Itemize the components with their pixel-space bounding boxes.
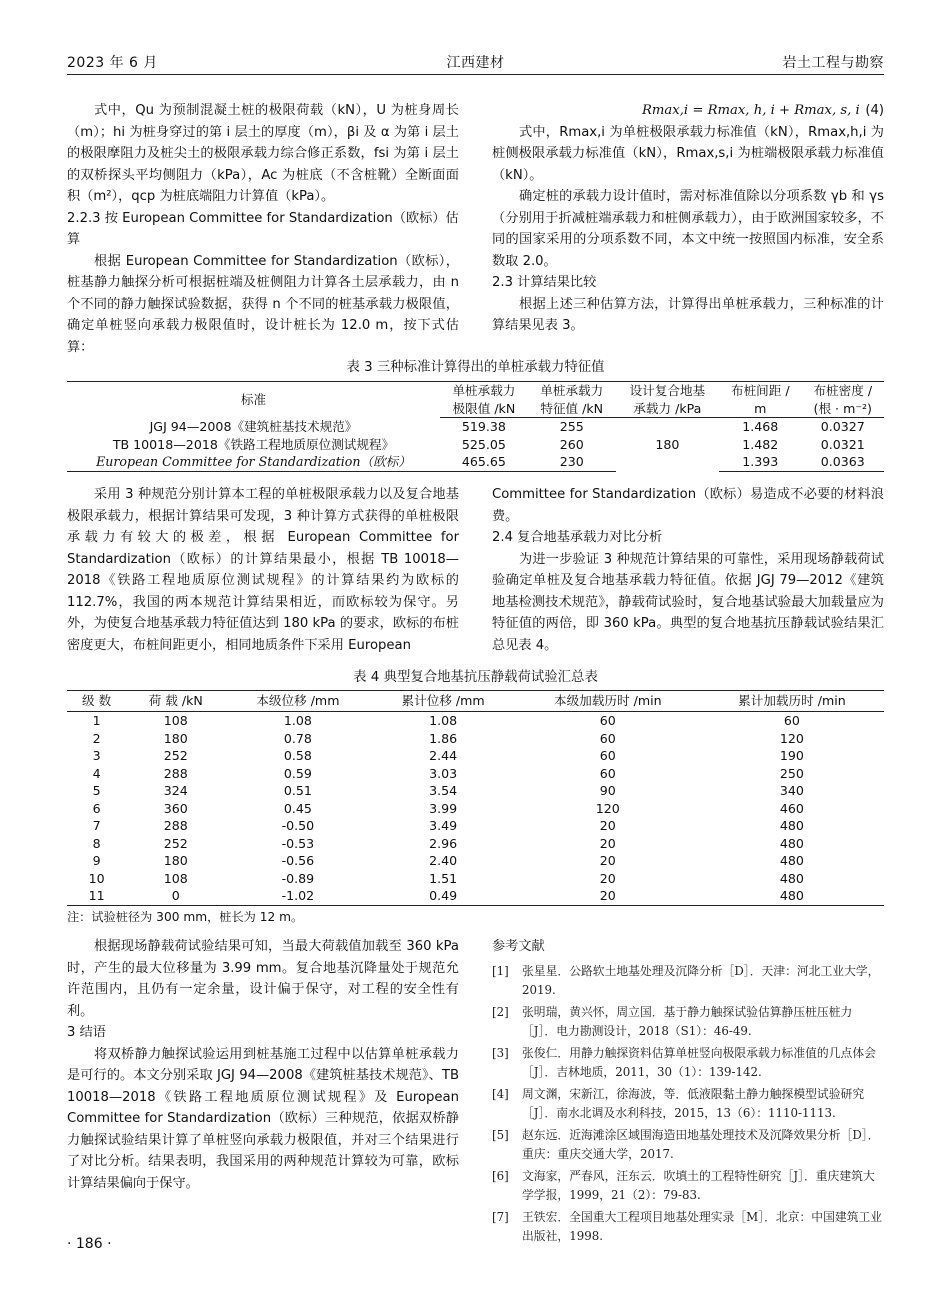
- table-cell: 90: [599, 783, 616, 798]
- table-cell: 180: [163, 853, 188, 868]
- reference-text: 赵东远．近海滩涂区域围海造田地基处理技术及沉降效果分析［D］．重庆：重庆交通大学，2017.: [522, 1127, 880, 1161]
- table-cell: 3: [92, 748, 101, 763]
- table-cell: 2.40: [429, 853, 458, 868]
- table-header: 荷 载 /kN: [126, 691, 225, 712]
- table-cell: 480: [779, 870, 804, 886]
- reference-item: [492, 1044, 884, 1083]
- paragraph: Committee for Standardization（欧标）易造成不必要的材料浪费。: [492, 487, 884, 524]
- table-cell: 10: [88, 870, 105, 886]
- table-cell: European Committee for Standardization（欧标）: [67, 453, 440, 471]
- table-row: [67, 436, 884, 454]
- table-cell: 180: [163, 730, 188, 746]
- reference-item: [492, 1126, 884, 1165]
- table-cell: 0.0363: [802, 453, 884, 471]
- table-header: 本级加载历时 /min: [516, 691, 700, 712]
- table-cell: 0: [126, 887, 225, 905]
- table-cell: 480: [700, 887, 884, 905]
- table-cell: 480: [779, 853, 804, 868]
- left-column-bottom: [67, 936, 459, 1194]
- table-cell: 0.58: [283, 748, 312, 763]
- reference-text: 张俊仁．用静力触探资料估算单桩竖向极限承载力标准值的几点体会［J］．吉林地质，2011，30（1）：139-142.: [522, 1045, 876, 1079]
- table-cell: 465.65: [440, 453, 528, 471]
- table-cell: 3.49: [429, 818, 458, 833]
- table-cell: 480: [779, 835, 804, 851]
- table-header: 设计复合地基: [616, 382, 719, 400]
- table-cell: 20: [599, 870, 616, 886]
- equation-formula: Rmax,i = Rmax, h, i + Rmax, s, i: [642, 103, 860, 118]
- table-cell: 1.482: [742, 436, 779, 452]
- table-cell: 4: [92, 765, 101, 781]
- equation-4: [492, 100, 884, 122]
- paragraph: 根据现场静载荷试验结果可知，当最大荷载值加载至 360 kPa 时，产生的最大位移量为 3.99 mm。复合地基沉降量处于规范允许范围内，且仍有一定余量，设计偏于保守，对工程的安全性有利。: [67, 939, 459, 1019]
- reference-text: 文海家，严春风，汪东云．吹填土的工程特性研究［J］．重庆建筑大学学报，1999，21（2）：79-83.: [522, 1168, 875, 1202]
- table-row: [67, 712, 884, 730]
- reference-number: [6]: [492, 1168, 509, 1183]
- table-cell: 3.54: [429, 783, 458, 798]
- reference-text: 张明瑞，黄兴怀，周立国．基于静力触探试验估算静压桩压桩力［J］．电力勘测设计，2018（S1）：46-49.: [522, 1004, 853, 1038]
- table-header: 特征值 /kN: [528, 400, 616, 418]
- references: [492, 936, 884, 1249]
- table-cell: -0.89: [281, 870, 315, 886]
- section-heading: 2.4 复合地基承载力对比分析: [492, 530, 663, 545]
- table-cell: 120: [595, 800, 620, 816]
- table-cell: 525.05: [461, 436, 506, 452]
- reference-item: [492, 1208, 884, 1247]
- table-cell: 60: [783, 713, 800, 728]
- table-row: [67, 852, 884, 870]
- table-row: [67, 747, 884, 765]
- table-cell: 9: [92, 853, 101, 868]
- table-cell: 1.08: [429, 713, 458, 728]
- table3-caption: 表 3 三种标准计算得出的单桩承载力特征值: [346, 360, 605, 375]
- table-cell: 1.468: [742, 419, 779, 434]
- table-cell: 0.0321: [820, 436, 865, 452]
- reference-number: [3]: [492, 1045, 509, 1060]
- table-cell: TB 10018—2018《铁路工程地质原位测试规程》: [112, 436, 395, 452]
- table-header: 累计加载历时 /min: [700, 691, 884, 712]
- table-header: 布桩间距 /: [719, 382, 801, 400]
- table-cell: 230: [528, 453, 616, 471]
- table-header: 极限值 /kN: [440, 400, 528, 418]
- paragraph: 式中，Rmax,i 为单桩极限承载力标准值（kN），Rmax,h,i 为桩侧极限承载力标准值（kN），Rmax,s,i 为桩端极限承载力标准值（kN）。: [492, 124, 884, 183]
- table3: [67, 381, 884, 472]
- reference-number: [2]: [492, 1004, 509, 1019]
- table4-caption: 表 4 典型复合地基抗压静载荷试验汇总表: [353, 670, 598, 685]
- table-cell: 480: [779, 818, 804, 833]
- table-cell: 3.03: [429, 765, 458, 781]
- page-header: [67, 52, 884, 75]
- section-heading: 2.2.3 按 European Committee for Standardization（欧标）估算: [67, 210, 459, 247]
- table-cell: -1.02: [225, 887, 370, 905]
- table-cell: 0.0327: [820, 419, 865, 434]
- table-cell: JGJ 94—2008《建筑桩基技术规范》: [149, 418, 358, 434]
- reference-text: 周文渊，宋新江，徐海波，等．低液限黏土静力触探模型试验研究［J］．南水北调及水利科技，2015，13（6）：1110-1113.: [522, 1086, 865, 1120]
- table-cell: 60: [599, 748, 616, 763]
- table-cell: 2: [92, 730, 101, 746]
- table-cell: 255: [559, 419, 584, 434]
- table-cell: 60: [599, 730, 616, 746]
- table-cell: 108: [163, 870, 188, 886]
- reference-list: [492, 962, 884, 1247]
- table-cell: 1.86: [429, 730, 458, 746]
- reference-text: 王铁宏．全国重大工程项目地基处理实录［M］．北京：中国建筑工业出版社，1998.: [522, 1209, 883, 1243]
- table-row: [67, 453, 884, 471]
- table-cell: 3.99: [429, 800, 458, 816]
- reference-item: [492, 962, 884, 1001]
- table-header: 标准: [67, 382, 440, 418]
- table-cell: 5: [92, 783, 101, 798]
- references-title: 参考文献: [492, 939, 545, 954]
- table-row: [67, 765, 884, 783]
- table-cell: 108: [163, 713, 188, 728]
- table-cell: 0.45: [283, 800, 312, 816]
- table-row: [67, 887, 884, 905]
- header-section: 岩土工程与勘察: [782, 55, 884, 71]
- header-journal: 江西建材: [446, 55, 505, 71]
- table-row: [67, 418, 884, 436]
- table-cell: 0.51: [283, 783, 312, 798]
- table-row: [67, 782, 884, 800]
- left-column-mid: [67, 484, 459, 656]
- table-row: [67, 870, 884, 888]
- paragraph: 确定桩的承载力设计值时，需对标准值除以分项系数 γb 和 γs（分别用于折减桩端承载力和桩侧承载力），由于欧洲国家较多，不同的国家采用的分项系数不同，本文中统一按照国内标准，安全系数取 2.0。: [492, 189, 884, 269]
- table-cell: 20: [599, 853, 616, 868]
- page-number: · 186 ·: [67, 1236, 112, 1252]
- table-cell: 6: [92, 800, 101, 816]
- table-row: [67, 800, 884, 818]
- reference-item: [492, 1085, 884, 1124]
- table-cell: 60: [599, 765, 616, 781]
- table-cell: 288: [163, 818, 188, 833]
- table-cell: -0.53: [281, 835, 315, 851]
- table-cell: 250: [779, 765, 804, 781]
- section-heading: 3 结语: [67, 1025, 106, 1040]
- table-row: [67, 730, 884, 748]
- table-cell: 20: [599, 835, 616, 851]
- table-cell: 1.08: [283, 713, 312, 728]
- table-cell: 20: [599, 818, 616, 833]
- table-header: 累计位移 /mm: [371, 691, 516, 712]
- paragraph: 为进一步验证 3 种规范计算结果的可靠性，采用现场静载荷试验确定单桩及复合地基承载力特征值。依据 JGJ 79—2012《建筑地基检测技术规范》，静载荷试验时，复合地基试验最大加载量应为特征值的两倍，即 360 kPa。典型的复合地基抗压静载试验结果汇总见表 4。: [492, 551, 884, 653]
- table-row: [67, 817, 884, 835]
- table-header: 本级位移 /mm: [225, 691, 370, 712]
- table-cell: 2.96: [429, 835, 458, 851]
- paragraph: 将双桥静力触探试验运用到桩基施工过程中以估算单桩承载力是可行的。本文分别采取 JGJ 94—2008《建筑桩基技术规范》、TB 10018—2018《铁路工程地质原位测试规程》及 European Committee for Standardization（欧标）三种规范，依据双桥静力触探试验结果计算了单桩竖向承载力极限值，并对三个结果进行了对比分析。结果表明，我国采用的两种规范计算较为可靠，欧标计算结果偏向于保守。: [67, 1046, 459, 1191]
- reference-number: [4]: [492, 1086, 509, 1101]
- table-header: 布桩密度 /: [802, 382, 884, 400]
- paragraph: 根据 European Committee for Standardization（欧标），桩基静力触探分析可根据桩端及桩侧阻力计算各土层承载力，由 n 个不同的静力触探试验数据，获得 n 个不同的桩基承载力极限值，确定单桩竖向承载力极限值时，设计桩长为 12.0 m，按下式估算：: [67, 253, 459, 355]
- table-cell: 60: [599, 713, 616, 728]
- paragraph: 式中，Qu 为预制混凝土桩的极限荷载（kN），U 为桩身周长（m）；hi 为桩身穿过的第 i 层土的厚度（m），βi 及 α 为第 i 层土的极限摩阻力及桩尖土的极限承载力综合修正系数，fsi 为第 i 层土的双桥探头平均侧阻力（kPa），Ac 为桩底（不含桩靴）全断面面积（m²），qcp 为桩底端阻力计算值（kPa）。: [67, 103, 459, 204]
- table-cell: 20: [516, 887, 700, 905]
- table-cell: 288: [163, 765, 188, 781]
- table-cell: 7: [92, 818, 101, 833]
- table-cell: 1.393: [719, 453, 801, 471]
- paragraph: 根据上述三种估算方法，计算得出单桩承载力，三种标准的计算结果见表 3。: [492, 296, 884, 333]
- reference-item: [492, 1003, 884, 1042]
- table-cell: 1: [92, 713, 101, 728]
- table-cell: 8: [92, 835, 101, 851]
- table-header: 级 数: [67, 691, 126, 712]
- paragraph: 采用 3 种规范分别计算本工程的单桩极限承载力以及复合地基极限承载力，根据计算结果可发现，3 种计算方式获得的单桩极限承载力有较大的极差，根据 European Committee for Standardization（欧标）的计算结果最小，根据 TB 10018—2018《铁路工程地质原位测试规程》的计算结果约为欧标的 112.7%，我国的两本规范计算结果相近，而欧标较为保守。另外，为使复合地基承载力特征值达到 180 kPa 的要求，欧标的布桩密度更大，布桩间距更小，相同地质条件下采用 European: [67, 487, 459, 653]
- left-column-top: [67, 100, 459, 358]
- table-row: [67, 835, 884, 853]
- table-header: 单桩承载力: [440, 382, 528, 400]
- table-cell: 360: [163, 800, 188, 816]
- table4-note: 注：试验桩径为 300 mm，桩长为 12 m。: [67, 910, 304, 924]
- table-cell: 11: [67, 887, 126, 905]
- table4: [67, 690, 884, 906]
- reference-text: 张星星．公路软土地基处理及沉降分析［D］．天津：河北工业大学，2019.: [522, 963, 880, 997]
- table-header: (根 · m⁻²): [802, 400, 884, 418]
- table-header: 单桩承载力: [528, 382, 616, 400]
- table-cell: 2.44: [429, 748, 458, 763]
- reference-number: [1]: [492, 963, 509, 978]
- reference-number: [5]: [492, 1127, 509, 1142]
- table-cell: 0.49: [371, 887, 516, 905]
- table-cell: 460: [779, 800, 804, 816]
- table-cell: 1.51: [429, 870, 458, 886]
- table-cell: 252: [163, 835, 188, 851]
- table-cell: -0.50: [281, 818, 315, 833]
- reference-item: [492, 1167, 884, 1206]
- table-cell: -0.56: [281, 853, 315, 868]
- table-cell-merged: 180: [655, 436, 680, 452]
- table-cell: 120: [779, 730, 804, 746]
- right-column-top: [492, 100, 884, 337]
- section-heading: 2.3 计算结果比较: [492, 275, 597, 290]
- table-header: m: [719, 400, 801, 418]
- table-cell: 252: [163, 748, 188, 763]
- table-header: 承载力 /kPa: [616, 400, 719, 418]
- table-cell: 190: [779, 748, 804, 763]
- reference-number: [7]: [492, 1209, 509, 1224]
- table-cell: 260: [559, 436, 584, 452]
- right-column-mid: [492, 484, 884, 656]
- equation-number: (4): [865, 103, 884, 118]
- table-cell: 0.59: [283, 765, 312, 781]
- table-cell: 340: [779, 783, 804, 798]
- header-date: 2023 年 6 月: [67, 55, 158, 71]
- table-cell: 324: [163, 783, 188, 798]
- table-cell: 0.78: [283, 730, 312, 746]
- table-cell: 519.38: [461, 419, 506, 434]
